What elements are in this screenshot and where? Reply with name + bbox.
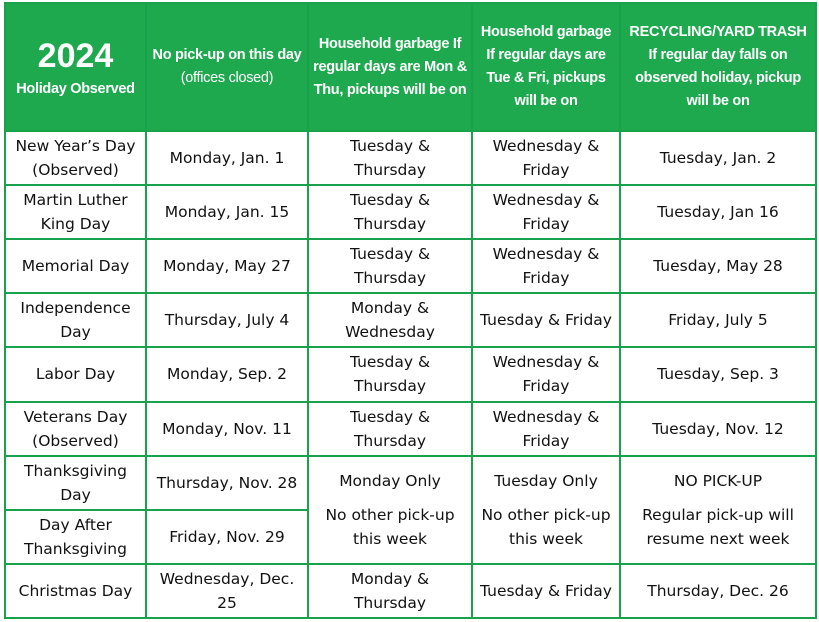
holiday-name: Independence Day: [5, 293, 146, 347]
table-row: [5, 185, 816, 239]
header-row: [5, 3, 816, 131]
tue-fri-pickup: Wednesday & Friday: [472, 402, 620, 456]
table-row: [5, 456, 816, 510]
holiday-name: New Year’s Day (Observed): [5, 131, 146, 185]
holiday-name: Thanksgiving Day: [5, 456, 146, 510]
no-pickup-date: Thursday, July 4: [146, 293, 308, 347]
holiday-name: Christmas Day: [5, 564, 146, 618]
mon-thu-pickup: Tuesday & Thursday: [308, 239, 472, 293]
recycling-pickup: Thursday, Dec. 26: [620, 564, 816, 618]
no-pickup-date: Wednesday, Dec. 25: [146, 564, 308, 618]
table-row: [5, 131, 816, 185]
header-no-pickup: [146, 3, 308, 131]
table-row: [5, 239, 816, 293]
header-holiday: [5, 3, 146, 131]
mon-thu-only: Monday Only: [339, 471, 441, 490]
mon-thu-pickup: Tuesday & Thursday: [308, 131, 472, 185]
header-recycling: RECYCLING/YARD TRASH If regular day falls on observed holiday, pickup will be on: [620, 3, 816, 131]
mon-thu-note: No other pick-up this week: [325, 505, 455, 548]
table-row: [5, 347, 816, 401]
holiday-name: Veterans Day (Observed): [5, 402, 146, 456]
tue-fri-pickup: Tuesday & Friday: [472, 564, 620, 618]
holiday-name: Day After Thanksgiving: [5, 510, 146, 564]
no-pickup-date: Monday, Nov. 11: [146, 402, 308, 456]
tue-fri-pickup: Wednesday & Friday: [472, 239, 620, 293]
no-pickup-date: Friday, Nov. 29: [146, 510, 308, 564]
recycling-pickup: Friday, July 5: [620, 293, 816, 347]
holiday-name: Memorial Day: [5, 239, 146, 293]
tue-fri-only: Tuesday Only: [494, 471, 598, 490]
tue-fri-pickup: Tuesday & Friday: [472, 293, 620, 347]
header-holiday-label: Holiday Observed: [16, 80, 135, 97]
tue-fri-note: No other pick-up this week: [481, 505, 611, 548]
mon-thu-pickup: Tuesday & Thursday: [308, 347, 472, 401]
table-row: [5, 402, 816, 456]
recycling-pickup: Tuesday, Jan. 2: [620, 131, 816, 185]
table-row: [5, 293, 816, 347]
recycling-pickup: Tuesday, Jan 16: [620, 185, 816, 239]
no-pickup-date: Monday, Sep. 2: [146, 347, 308, 401]
mon-thu-pickup: Monday & Thursday: [308, 564, 472, 618]
header-household-mon-thu: Household garbage If regular days are Mon & Thu, pickups will be on: [308, 3, 472, 131]
recycling-note: Regular pick-up will resume next week: [642, 505, 794, 548]
no-pickup-date: Monday, Jan. 1: [146, 131, 308, 185]
holiday-schedule-table: [4, 2, 817, 619]
thanksgiving-tue-fri-pickup: [472, 456, 620, 564]
recycling-pickup: Tuesday, May 28: [620, 239, 816, 293]
header-no-pickup-bold: No pick-up on this day: [152, 47, 302, 63]
holiday-schedule: [4, 2, 815, 619]
recycling-no-pickup: NO PICK-UP: [673, 471, 763, 490]
header-no-pickup-light: (offices closed): [180, 70, 274, 86]
no-pickup-date: Monday, Jan. 15: [146, 185, 308, 239]
tue-fri-pickup: Wednesday & Friday: [472, 347, 620, 401]
mon-thu-pickup: Tuesday & Thursday: [308, 402, 472, 456]
thanksgiving-recycling-pickup: [620, 456, 816, 564]
holiday-name: Martin Luther King Day: [5, 185, 146, 239]
table-row: [5, 564, 816, 618]
mon-thu-pickup: Monday & Wednesday: [308, 293, 472, 347]
tue-fri-pickup: Wednesday & Friday: [472, 185, 620, 239]
thanksgiving-mon-thu-pickup: [308, 456, 472, 564]
recycling-pickup: Tuesday, Sep. 3: [620, 347, 816, 401]
recycling-pickup: Tuesday, Nov. 12: [620, 402, 816, 456]
no-pickup-date: Monday, May 27: [146, 239, 308, 293]
header-household-tue-fri: Household garbage If regular days are Tue & Fri, pickups will be on: [472, 3, 620, 131]
holiday-name: Labor Day: [5, 347, 146, 401]
tue-fri-pickup: Wednesday & Friday: [472, 131, 620, 185]
mon-thu-pickup: Tuesday & Thursday: [308, 185, 472, 239]
no-pickup-date: Thursday, Nov. 28: [146, 456, 308, 510]
header-year: 2024: [37, 36, 114, 75]
